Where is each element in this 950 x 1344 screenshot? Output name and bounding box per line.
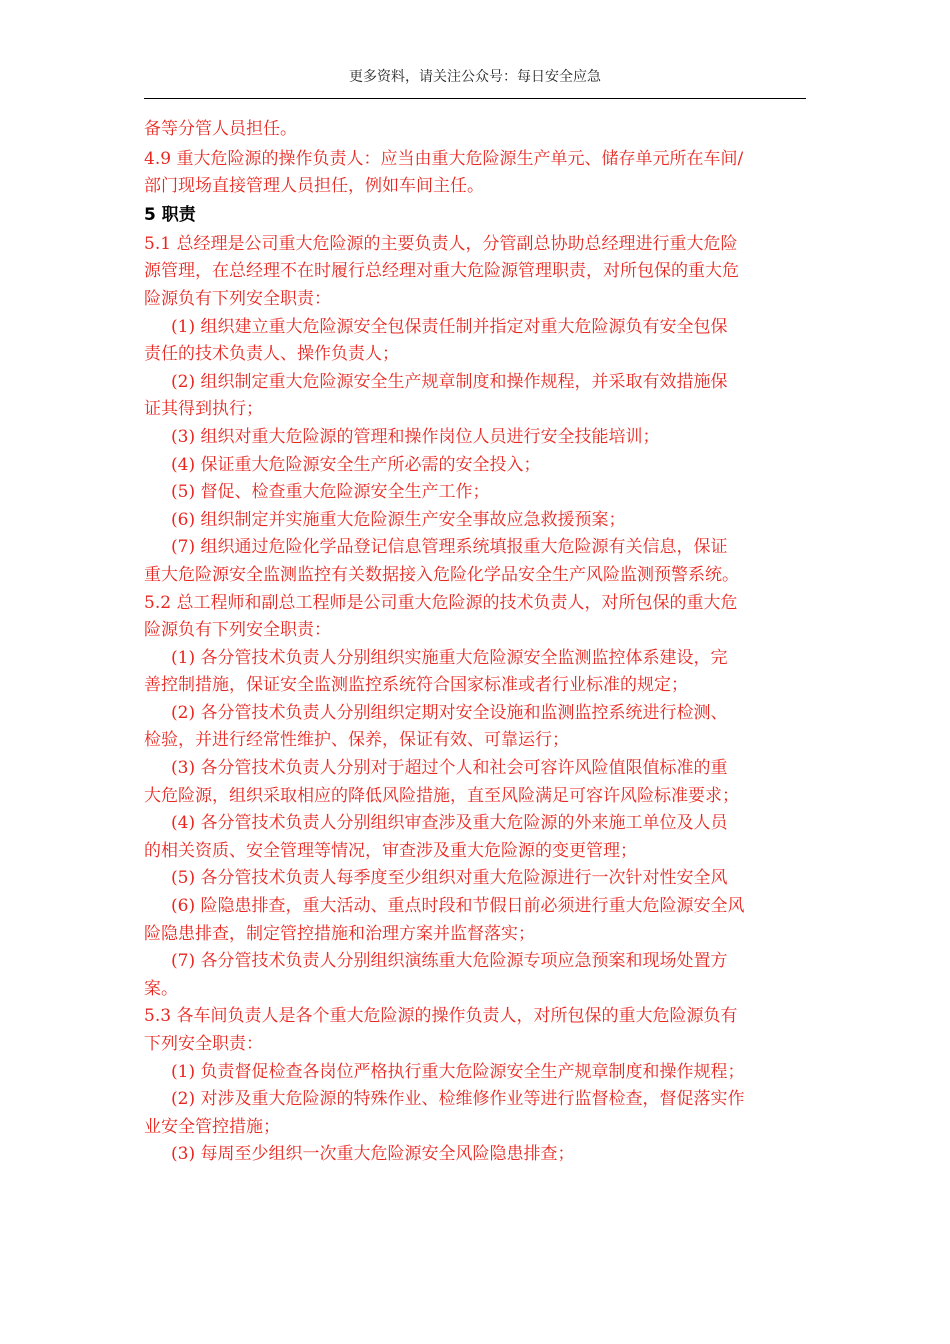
list-item: (1) 各分管技术负责人分别组织实施重大危险源安全监测监控体系建设，完 xyxy=(171,647,728,668)
text-line: 善控制措施，保证安全监测监控系统符合国家标准或者行业标准的规定； xyxy=(144,675,688,696)
text-line: 备等分管人员担任。 xyxy=(144,119,297,139)
list-item: (5) 各分管技术负责人每季度至少组织对重大危险源进行一次针对性安全风 xyxy=(171,868,728,889)
document-body xyxy=(144,116,808,1169)
list-item: (7) 各分管技术负责人分别组织演练重大危险源专项应急预案和现场处置方 xyxy=(171,951,728,972)
list-item: (3) 每周至少组织一次重大危险源安全风险隐患排查； xyxy=(171,1144,575,1165)
list-item: (2) 各分管技术负责人分别组织定期对安全设施和监测监控系统进行检测、 xyxy=(171,702,728,723)
text-line: 源管理，在总经理不在时履行总经理对重大危险源管理职责，对所包保的重大危 xyxy=(144,261,739,282)
text-line: 的相关资质、安全管理等情况，审查涉及重大危险源的变更管理； xyxy=(144,840,637,861)
text-line: 下列安全职责： xyxy=(144,1034,263,1054)
text-line: 证其得到执行； xyxy=(144,399,263,420)
list-item: (6) 组织制定并实施重大危险源生产安全事故应急救援预案； xyxy=(171,509,626,530)
list-item: (1) 负责督促检查各岗位严格执行重大危险源安全生产规章制度和操作规程； xyxy=(171,1061,745,1082)
text-line: 重大危险源安全监测监控有关数据接入危险化学品安全生产风险监测预警系统。 xyxy=(144,564,739,585)
list-item: (7) 组织通过危险化学品登记信息管理系统填报重大危险源有关信息，保证 xyxy=(171,537,728,558)
list-item: (2) 对涉及重大危险源的特殊作业、检维修作业等进行监督检查，督促落实作 xyxy=(171,1089,745,1110)
text-line: 4.9 重大危险源的操作负责人：应当由重大危险源生产单元、储存单元所在车间/ xyxy=(144,148,744,169)
text-line: 大危险源，组织采取相应的降低风险措施，直至风险满足可容许风险标准要求； xyxy=(144,785,739,806)
list-item: (4) 各分管技术负责人分别组织审查涉及重大危险源的外来施工单位及人员 xyxy=(171,813,728,834)
text-line: 5.1 总经理是公司重大危险源的主要负责人，分管副总协助总经理进行重大危险 xyxy=(144,233,738,254)
text-line: 业安全管控措施； xyxy=(144,1116,280,1137)
text-line: 5.3 各车间负责人是各个重大危险源的操作负责人，对所包保的重大危险源负有 xyxy=(144,1006,738,1027)
page-header: 更多资料，请关注公众号：每日安全应急 xyxy=(349,69,601,85)
section-heading: 5 职责 xyxy=(144,204,196,225)
text-line: 险隐患排查，制定管控措施和治理方案并监督落实； xyxy=(144,923,535,944)
header-divider xyxy=(144,98,806,99)
list-item: (6) 险隐患排查，重大活动、重点时段和节假日前必须进行重大危险源安全风 xyxy=(171,896,745,917)
list-item: (4) 保证重大危险源安全生产所必需的安全投入； xyxy=(171,454,541,475)
list-item: (1) 组织建立重大危险源安全包保责任制并指定对重大危险源负有安全包保 xyxy=(171,316,728,337)
text-line: 检验，并进行经常性维护、保养，保证有效、可靠运行； xyxy=(144,730,569,751)
list-item: (2) 组织制定重大危险源安全生产规章制度和操作规程，并采取有效措施保 xyxy=(171,371,728,392)
list-item: (3) 各分管技术负责人分别对于超过个人和社会可容许风险值限值标准的重 xyxy=(171,758,728,779)
list-item: (5) 督促、检查重大危险源安全生产工作； xyxy=(171,482,490,503)
text-line: 责任的技术负责人、操作负责人； xyxy=(144,344,399,365)
text-line: 5.2 总工程师和副总工程师是公司重大危险源的技术负责人，对所包保的重大危 xyxy=(144,592,738,613)
text-line: 部门现场直接管理人员担任，例如车间主任。 xyxy=(144,176,484,197)
text-line: 案。 xyxy=(144,978,178,999)
text-line: 险源负有下列安全职责： xyxy=(144,288,331,309)
list-item: (3) 组织对重大危险源的管理和操作岗位人员进行安全技能培训； xyxy=(171,426,660,447)
text-line: 险源负有下列安全职责： xyxy=(144,620,331,641)
